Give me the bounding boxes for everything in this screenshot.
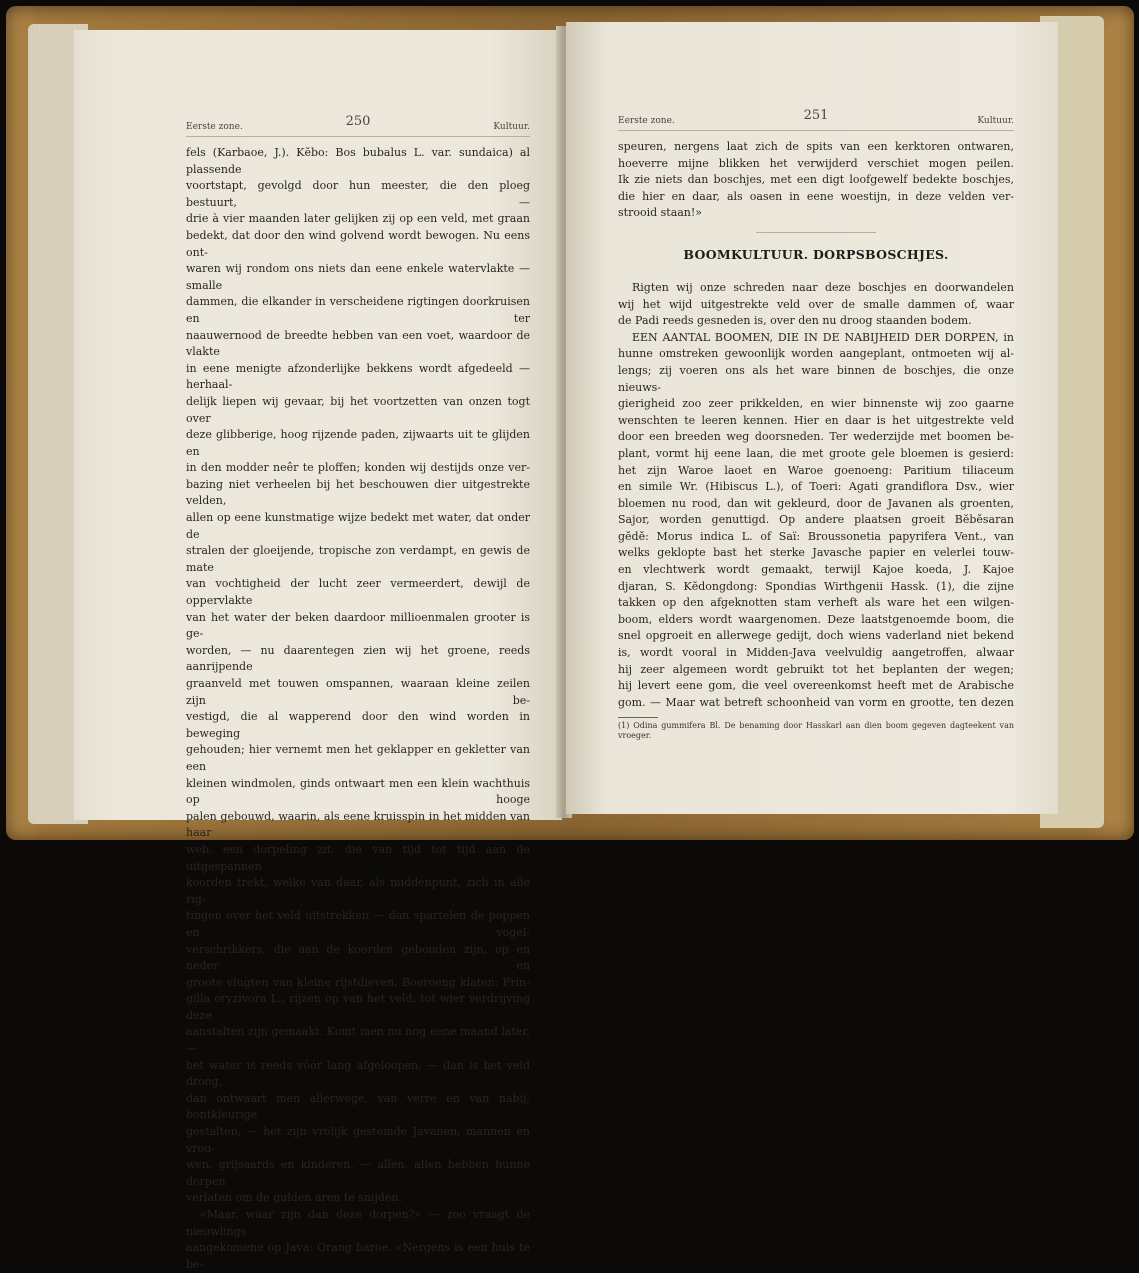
text-line: verlaten om de gulden aren te snijden.: [186, 1191, 403, 1205]
text-line: graanveld met touwen omspannen, waaraan kleine zeilen zijn be-: [186, 677, 530, 707]
text-line: strooid staan!»: [618, 206, 703, 220]
left-running-header: [186, 114, 530, 137]
text-line: vestigd, die al wapperend door den wind worden in beweging: [186, 710, 530, 740]
footnote: (1) Odina gummifera Bl. De benaming door Hasskarl aan dien boom gegeven dagteekent van vroeger.: [618, 721, 1014, 741]
text-line: en simile Wr. (Hibiscus L.), of Toeri: Agati grandiflora Dsv., wier: [618, 480, 1014, 494]
text-line: de Padi reeds gesneden is, over den nu droog staanden bodem.: [618, 314, 972, 328]
text-line: gestalten, — het zijn vrolijk gestemde Javanen, mannen en vrou-: [186, 1125, 530, 1155]
section-heading: BOOMKULTUUR. DORPSBOSCHJES.: [683, 246, 949, 262]
text-line: die hier en daar, als oasen in eene woestijn, in deze velden ver-: [618, 189, 1014, 203]
footnote-rule: [618, 717, 658, 718]
text-line: gehouden; hier vernemt men het geklapper en gekletter van een: [186, 743, 530, 773]
left-body-text: [186, 145, 530, 1273]
right-running-header: [618, 108, 1014, 131]
text-line: van het water der beken daardoor millioenmalen grooter is ge-: [186, 610, 530, 641]
right-page-number: 251: [803, 108, 829, 123]
right-body-text: [618, 280, 1014, 711]
text-line: wij het wijd uitgestrekte veld over de smalle dammen of, waar: [618, 297, 1014, 311]
right-page: [566, 22, 1058, 814]
text-line: in den modder neêr te ploffen; konden wij destijds onze ver-: [186, 461, 530, 475]
text-line: voortstapt, gevolgd door hun meester, die den ploeg bestuurt, —: [186, 179, 530, 209]
text-line: deze glibberige, hoog rijzende paden, zijwaarts uit te glijden en: [186, 428, 530, 458]
text-line: bloemen nu rood, dan wit gekleurd, door de Javanen als groenten,: [618, 496, 1014, 510]
text-line: wen, grijsaards en kinderen, — allen, allen hebben hunne dorpen: [186, 1158, 530, 1188]
text-line: is, wordt vooral in Midden-Java veelvuldig aangetroffen, alwaar: [618, 646, 1014, 660]
right-header-section: Eerste zone.: [618, 116, 675, 126]
text-line: takken op den afgeknotten stam verheft als ware het een wilgen-: [618, 596, 1014, 610]
text-line: gilla oryzivora L., rijzen op van het veld, tot wier verdrijving deze: [186, 992, 530, 1022]
text-line: hij zeer algemeen wordt gebruikt tot het beplanten der wegen;: [618, 662, 1014, 676]
text-line: speuren, nergens laat zich de spits van een kerktoren ontwaren,: [618, 140, 1014, 153]
right-header-topic: Kultuur.: [977, 116, 1014, 126]
text-line: snel opgroeit en allerwege gedijt, doch wiens vaderland niet bekend: [618, 629, 1014, 643]
text-line: web, een dorpeling zit, die van tijd tot tijd aan de uitgespannen: [186, 842, 530, 873]
text-line: hoeverre mijne blikken het verwijderd verschiet mogen peilen.: [618, 156, 1014, 170]
text-line: groote vlugten van kleine rijstdieven, Boeroeng klaten: Frin-: [186, 975, 530, 989]
text-line: gĕdĕ: Morus indica L. of Saï: Broussonetia papyrifera Vent., van: [618, 529, 1014, 543]
text-line: kleinen windmolen, ginds ontwaart men een klein wachthuis op hooge: [186, 776, 530, 807]
text-line: waren wij rondom ons niets dan eene enkele watervlakte — smalle: [186, 262, 530, 292]
right-intro-text: [618, 139, 1014, 222]
text-line: het zijn Waroe laoet en Waroe goenoeng: Paritium tiliaceum: [618, 463, 1014, 477]
text-line: dammen, die elkander in verscheidene rigtingen doorkruisen en ter: [186, 295, 530, 325]
text-line: tingen over het veld uitstrekken — dan spartelen de poppen en vogel-: [186, 909, 530, 939]
text-line: Rigten wij onze schreden naar deze boschjes en doorwandelen: [632, 280, 1014, 294]
text-line: plant, vormt hij eene laan, die met groote gele bloemen is gesierd:: [618, 446, 1014, 460]
text-line: EEN AANTAL BOOMEN, DIE IN DE NABIJHEID DER DORPEN, in: [632, 330, 1014, 344]
text-line: hij levert eene gom, die veel overeenkomst heeft met de Arabische: [618, 679, 1014, 693]
text-line: palen gebouwd, waarin, als eene kruisspin in het midden van haar: [186, 809, 530, 840]
text-line: van vochtigheid der lucht zeer vermeerdert, dewijl de oppervlakte: [186, 577, 530, 608]
text-line: djaran, S. Kĕdongdong: Spondias Wirthgenii Hassk. (1), die zijne: [618, 579, 1014, 593]
text-line: fels (Karbaoe, J.). Kĕbo: Bos bubalus L. var. sundaica) al plassende: [186, 146, 530, 176]
text-line: het water is reeds vóór lang afgeloopen, — dan is het veld droog,: [186, 1058, 530, 1089]
left-header-section: Eerste zone.: [186, 122, 243, 132]
text-line: gierigheid zoo zeer prikkelden, en wier binnenste wij zoo gaarne: [618, 397, 1014, 411]
text-line: en vlechtwerk wordt gemaakt, terwijl Kajoe koeda, J. Kajoe: [618, 563, 1014, 577]
text-line: boom, elders wordt waargenomen. Deze laatstgenoemde boom, die: [618, 612, 1014, 626]
text-line: worden, — nu daarentegen zien wij het groene, reeds aanrijpende: [186, 643, 530, 674]
left-page: [74, 30, 562, 1271]
text-line: «Maar, waar zijn dan deze dorpen?» — zoo vraagt de nieuwlings: [186, 1208, 530, 1238]
text-line: hunne omstreken gewoonlijk worden aangeplant, ontmoeten wij al-: [618, 347, 1014, 361]
text-line: aangekomene op Java: Orang baroe. «Nergens is een huis te be-: [186, 1241, 530, 1271]
text-line: Ik zie niets dan boschjes, met een digt loofgewelf bedekte boschjes,: [618, 173, 1014, 187]
text-line: aanstalten zijn gemaakt. Komt men nu nog eene maand later, —: [186, 1025, 530, 1056]
text-line: Sajor, worden genuttigd. Op andere plaatsen groeit Bĕbĕsaran: [618, 513, 1014, 527]
text-line: door een breeden weg doorsneden. Ter wederzijde met boomen be-: [618, 430, 1014, 444]
text-line: drie à vier maanden later gelijken zij op een veld, met graan: [186, 212, 530, 226]
text-line: in eene menigte afzonderlijke bekkens wordt afgedeeld — herhaal-: [186, 361, 530, 392]
text-line: welks geklopte bast het sterke Javasche papier en velerlei touw-: [618, 546, 1014, 560]
text-line: wenschten te leeren kennen. Hier en daar is het uitgestrekte veld: [618, 413, 1014, 427]
left-header-topic: Kultuur.: [493, 122, 530, 132]
text-line: allen op eene kunstmatige wijze bedekt met water, dat onder de: [186, 511, 530, 541]
text-line: dan ontwaart men allerwege, van verre en van nabij, bontkleurige: [186, 1091, 530, 1122]
text-line: delijk liepen wij gevaar, bij het voortzetten van onzen togt over: [186, 394, 530, 425]
section-divider: [756, 232, 876, 233]
text-line: bedekt, dat door den wind golvend wordt bewogen. Nu eens ont-: [186, 228, 530, 259]
text-line: koorden trekt, welke van daar, als middenpunt, zich in alle rig-: [186, 876, 530, 906]
text-line: bazing niet verheelen bij het beschouwen dier uitgestrekte velden,: [186, 477, 530, 508]
text-line: gom. — Maar wat betreft schoonheid van vorm en grootte, ten dezen: [618, 695, 1014, 709]
text-line: naauwernood de breedte hebben van een voet, waardoor de vlakte: [186, 328, 530, 359]
text-line: verschrikkers, die aan de koorden gebonden zijn, op en neder en: [186, 942, 530, 973]
text-line: lengs; zij voeren ons als het ware binnen de boschjes, die onze nieuws-: [618, 363, 1014, 394]
text-line: stralen der gloeijende, tropische zon verdampt, en gewis de mate: [186, 544, 530, 574]
left-page-number: 250: [345, 114, 371, 129]
